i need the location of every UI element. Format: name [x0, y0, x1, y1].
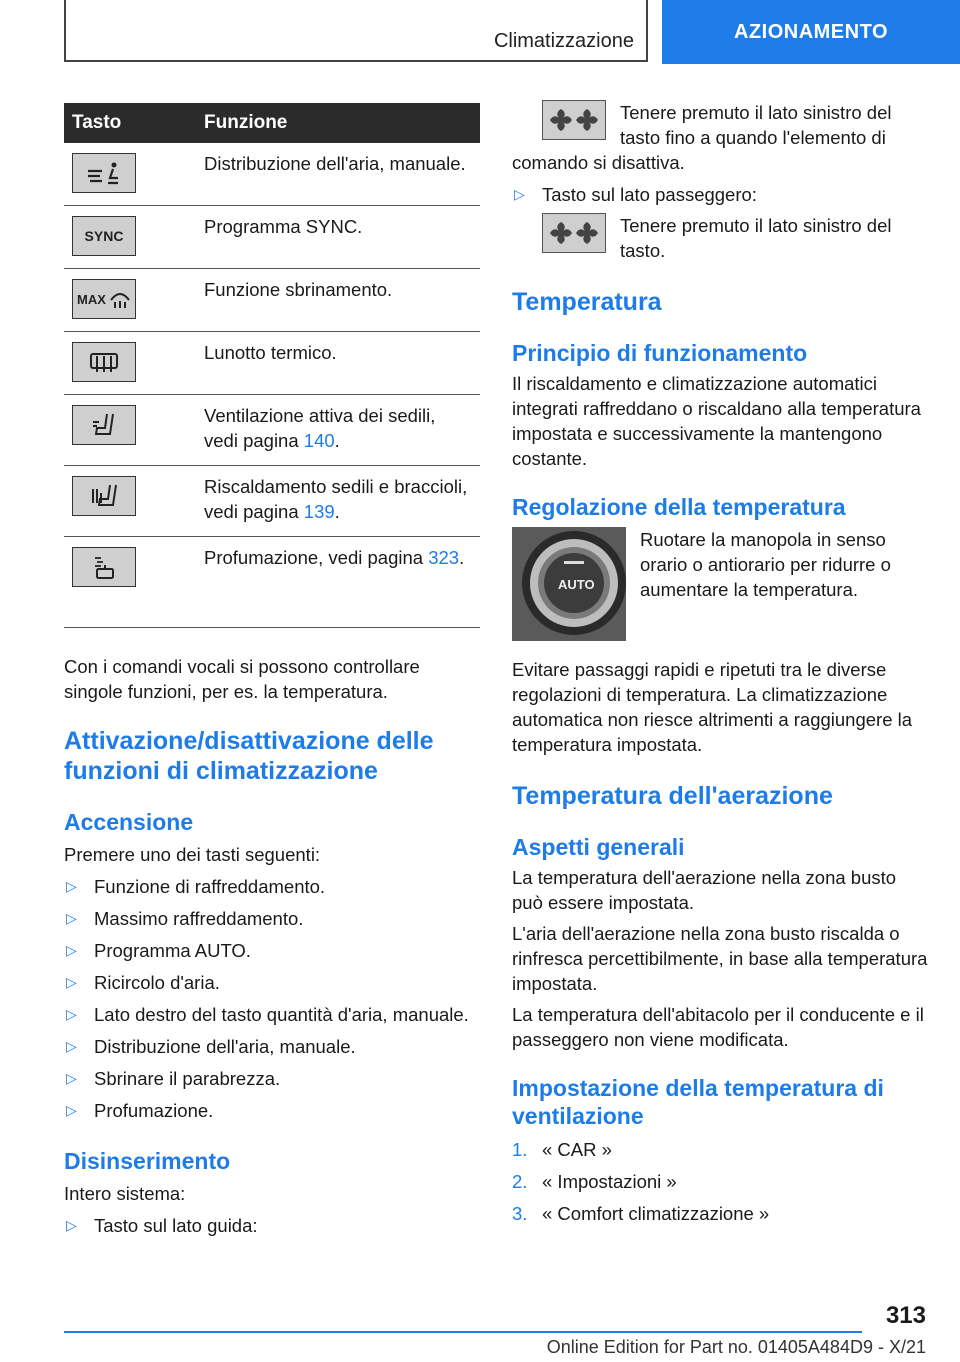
triangle-bullet-icon: ▷	[66, 1217, 77, 1233]
triangle-bullet-icon: ▷	[66, 1102, 77, 1118]
table-row	[64, 143, 480, 206]
driver-off-text: Tenere premuto il lato sinistro del tasto fino a quando l'elemento di comando si disattiva.	[512, 102, 892, 173]
general-paragraph-3: La temperatura dell'abitacolo per il conducente e il passeggero non viene modificata.	[512, 1004, 924, 1050]
passenger-off-text: Tenere premuto il lato sinistro del tasto.	[620, 215, 892, 261]
knob-auto-label: AUTO	[558, 577, 595, 592]
off-list	[64, 1213, 480, 1238]
sync-icon-label: SYNC	[84, 227, 124, 244]
footer-divider	[64, 1331, 862, 1333]
list-item: ▷ Ricircolo d'aria.	[66, 972, 220, 993]
table-row	[64, 332, 480, 395]
list-item: ▷ Tasto sul lato guida:	[66, 1215, 258, 1236]
table-cell-text: Ventilazione attiva dei sedili, vedi pagina	[204, 405, 436, 451]
regulation-block	[512, 527, 928, 647]
voice-command-note: Con i comandi vocali si possono controllare singole funzioni, per es. la temperatura.	[64, 656, 420, 702]
passenger-off-block	[512, 213, 928, 263]
general-paragraph-2: L'aria dell'aerazione nella zona busto riscalda o rinfresca percettibilmente, in base alla temperatura impostata.	[512, 923, 928, 994]
table-cell-text: Riscaldamento sedili e braccioli, vedi pagina	[204, 476, 468, 522]
triangle-bullet-icon: ▷	[66, 1038, 77, 1054]
on-instruction: Premere uno dei tasti seguenti:	[64, 844, 321, 865]
general-paragraph-1: La temperatura dell'aerazione nella zona busto può essere impostata.	[512, 867, 897, 913]
header-chapter-tab[interactable]: AZIONAMENTO	[662, 0, 960, 64]
table-row: Ventilazione attiva dei sedili, vedi pagina 140.	[64, 395, 480, 466]
list-item: ▷ Massimo raffreddamento.	[66, 908, 304, 929]
regulation-text: Ruotare la manopola in senso orario o antiorario per ridurre o aumentare la temperatura.	[640, 529, 891, 600]
list-item: ▷ Funzione di raffreddamento.	[66, 876, 326, 897]
triangle-bullet-icon: ▷	[66, 910, 77, 926]
triangle-bullet-icon: ▷	[66, 878, 77, 894]
fragrance-icon	[72, 547, 136, 587]
seat-ventilation-icon	[72, 405, 136, 445]
page-link-140[interactable]: 140	[303, 430, 335, 451]
setting-steps	[512, 1137, 928, 1226]
heading-regulation: Regolazione della temperatura	[512, 494, 846, 520]
triangle-bullet-icon: ▷	[66, 942, 77, 958]
list-item: 2. « Impostazioni »	[512, 1171, 677, 1192]
list-item: ▷ Profumazione.	[66, 1100, 214, 1121]
table-cell-text: Distribuzione dell'aria, manuale.	[204, 153, 466, 174]
rear-window-heating-icon	[72, 342, 136, 382]
list-item: 1. « CAR »	[512, 1139, 612, 1160]
heading-off: Disinserimento	[64, 1148, 231, 1174]
table-cell-text: Funzione sbrinamento.	[204, 279, 393, 300]
left-column	[64, 103, 480, 1238]
triangle-bullet-icon: ▷	[66, 1070, 77, 1086]
heading-on: Accensione	[64, 809, 194, 835]
table-row	[64, 269, 480, 332]
heading-principle: Principio di funzionamento	[512, 340, 808, 366]
page-number: 313	[885, 1302, 926, 1329]
page-link-139[interactable]: 139	[303, 501, 335, 522]
sync-icon	[72, 216, 136, 256]
heading-vent-temperature: Temperatura dell'aerazione	[512, 782, 833, 810]
table-header-key: Tasto	[64, 103, 196, 143]
heading-setting: Impostazione della temperatura di ventilazione	[512, 1075, 884, 1129]
table-row	[64, 206, 480, 269]
page-link-323[interactable]: 323	[428, 547, 460, 568]
key-function-table	[64, 103, 480, 628]
fan-off-icon	[542, 100, 606, 140]
heading-general: Aspetti generali	[512, 834, 685, 860]
triangle-bullet-icon: ▷	[66, 974, 77, 990]
triangle-bullet-icon: ▷	[514, 186, 525, 202]
table-cell-text: Programma SYNC.	[204, 216, 363, 237]
heading-temperature: Temperatura	[512, 288, 662, 316]
regulation-note: Evitare passaggi rapidi e ripetuti tra le diverse regolazioni di temperatura. La climatizzazione automatica non riesce altrimenti a raggiungere la temperatura impostata.	[512, 659, 913, 755]
right-column	[512, 100, 928, 1226]
table-row: Profumazione, vedi pagina 323.	[64, 537, 480, 628]
header-section-title: Climatizzazione	[493, 30, 634, 52]
seat-heating-icon	[72, 476, 136, 516]
fan-off-icon	[542, 213, 606, 253]
table-row: Riscaldamento sedili e braccioli, vedi pagina 139.	[64, 466, 480, 537]
driver-off-block	[512, 100, 928, 175]
air-distribution-icon	[72, 153, 136, 193]
footer-edition: Online Edition for Part no. 01405A484D9 - X/21	[546, 1337, 926, 1357]
temperature-knob-image	[512, 527, 626, 641]
list-item: ▷ Lato destro del tasto quantità d'aria, manuale.	[66, 1004, 469, 1025]
principle-text: Il riscaldamento e climatizzazione automatici integrati raffreddano o riscaldano alla temperatura impostata e successivamente la mantengono costante.	[512, 373, 921, 469]
max-defrost-icon	[72, 279, 136, 319]
max-icon-label: MAX	[77, 291, 106, 307]
table-cell-text: Profumazione, vedi pagina	[204, 547, 429, 568]
list-item: 3. « Comfort climatizzazione »	[512, 1203, 770, 1224]
heading-activation: Attivazione/disattivazione delle funzioni di climatizzazione	[64, 727, 434, 785]
table-cell-text: Lunotto termico.	[204, 342, 337, 363]
list-item: ▷ Sbrinare il parabrezza.	[66, 1068, 281, 1089]
on-list	[64, 874, 480, 1123]
list-item: ▷ Distribuzione dell'aria, manuale.	[66, 1036, 356, 1057]
list-item: ▷ Tasto sul lato passeggero:	[514, 184, 757, 205]
passenger-list	[512, 182, 928, 207]
triangle-bullet-icon: ▷	[66, 1006, 77, 1022]
table-header-function: Funzione	[196, 103, 480, 143]
off-instruction: Intero sistema:	[64, 1183, 186, 1204]
list-item: ▷ Programma AUTO.	[66, 940, 251, 961]
